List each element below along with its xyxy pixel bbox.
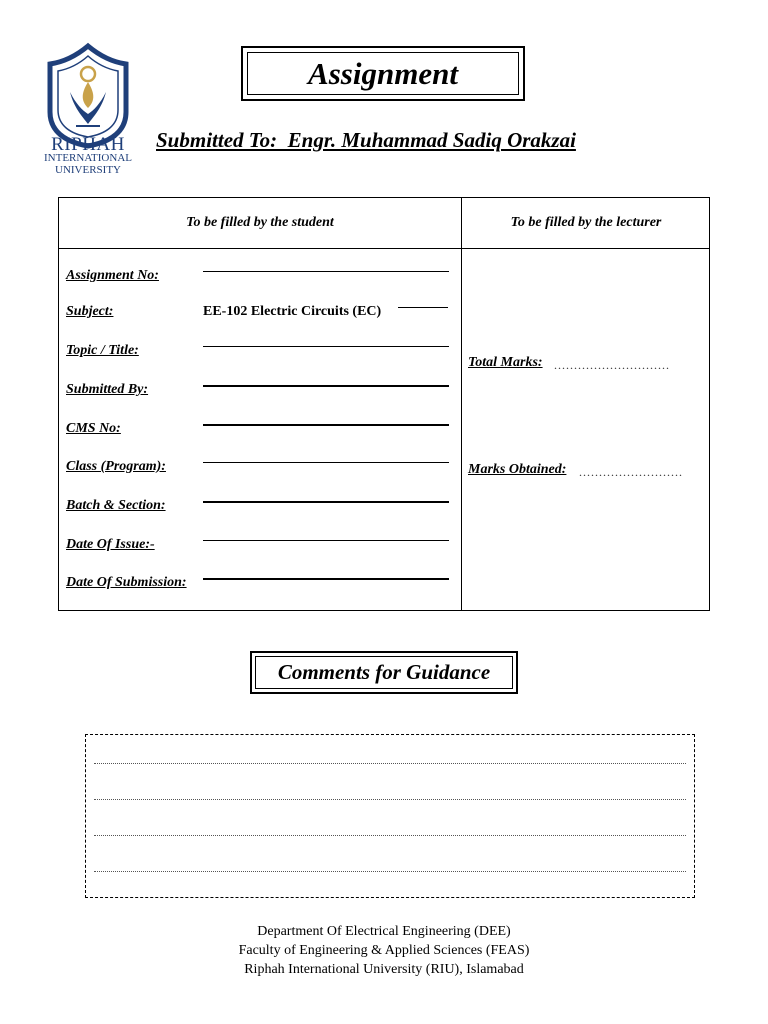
footer-department: Department Of Electrical Engineering (DEE) <box>257 924 511 939</box>
marks-obtained-field[interactable]: .......................... <box>579 465 683 479</box>
comment-line <box>94 835 686 836</box>
total-marks-label: Total Marks: <box>468 355 543 370</box>
comment-line <box>94 799 686 800</box>
date-of-issue-field[interactable] <box>203 540 449 541</box>
submitted-to: Submitted To: Engr. Muhammad Sadiq Orakzai <box>156 128 576 152</box>
logo-line-2: INTERNATIONAL <box>44 152 132 164</box>
field-label-class: Class (Program): <box>66 459 166 474</box>
comments-area[interactable] <box>85 734 695 898</box>
comment-line <box>94 763 686 764</box>
lecturer-column-header: To be filled by the lecturer <box>510 215 662 230</box>
submitted-by-field[interactable] <box>203 385 449 387</box>
field-label-subject: Subject: <box>66 304 114 319</box>
class-field[interactable] <box>203 462 449 463</box>
total-marks-field[interactable]: ............................. <box>554 358 670 372</box>
logo-line-3: UNIVERSITY <box>55 164 121 176</box>
title-box <box>241 46 525 101</box>
field-label-batch-section: Batch & Section: <box>66 498 166 513</box>
page-title: Assignment <box>247 52 519 95</box>
field-label-submitted-by: Submitted By: <box>66 382 149 397</box>
field-label-topic: Topic / Title: <box>66 343 139 358</box>
footer-faculty: Faculty of Engineering & Applied Sciences (FEAS) <box>238 943 530 958</box>
marks-obtained-label: Marks Obtained: <box>468 462 567 477</box>
assignment-no-field[interactable] <box>203 271 449 272</box>
subject-underline <box>398 307 448 308</box>
form-table <box>58 197 710 611</box>
student-column-header: To be filled by the student <box>186 215 334 230</box>
field-label-date-of-submission: Date Of Submission: <box>66 575 187 590</box>
batch-section-field[interactable] <box>203 501 449 503</box>
date-of-submission-field[interactable] <box>203 578 449 580</box>
subject-field[interactable]: EE-102 Electric Circuits (EC) <box>203 304 382 319</box>
footer-university: Riphah International University (RIU), Islamabad <box>244 962 524 977</box>
comments-title: Comments for Guidance <box>255 656 513 689</box>
cms-no-field[interactable] <box>203 424 449 426</box>
logo-line-1: RIPHAH <box>51 134 125 155</box>
topic-field[interactable] <box>203 346 449 347</box>
field-label-assignment-no: Assignment No: <box>66 268 159 283</box>
field-label-date-of-issue: Date Of Issue:- <box>66 537 155 552</box>
comments-title-box <box>250 651 518 694</box>
field-label-cms-no: CMS No: <box>66 421 121 436</box>
comment-line <box>94 871 686 872</box>
column-divider <box>461 198 462 610</box>
header-divider <box>59 248 709 249</box>
